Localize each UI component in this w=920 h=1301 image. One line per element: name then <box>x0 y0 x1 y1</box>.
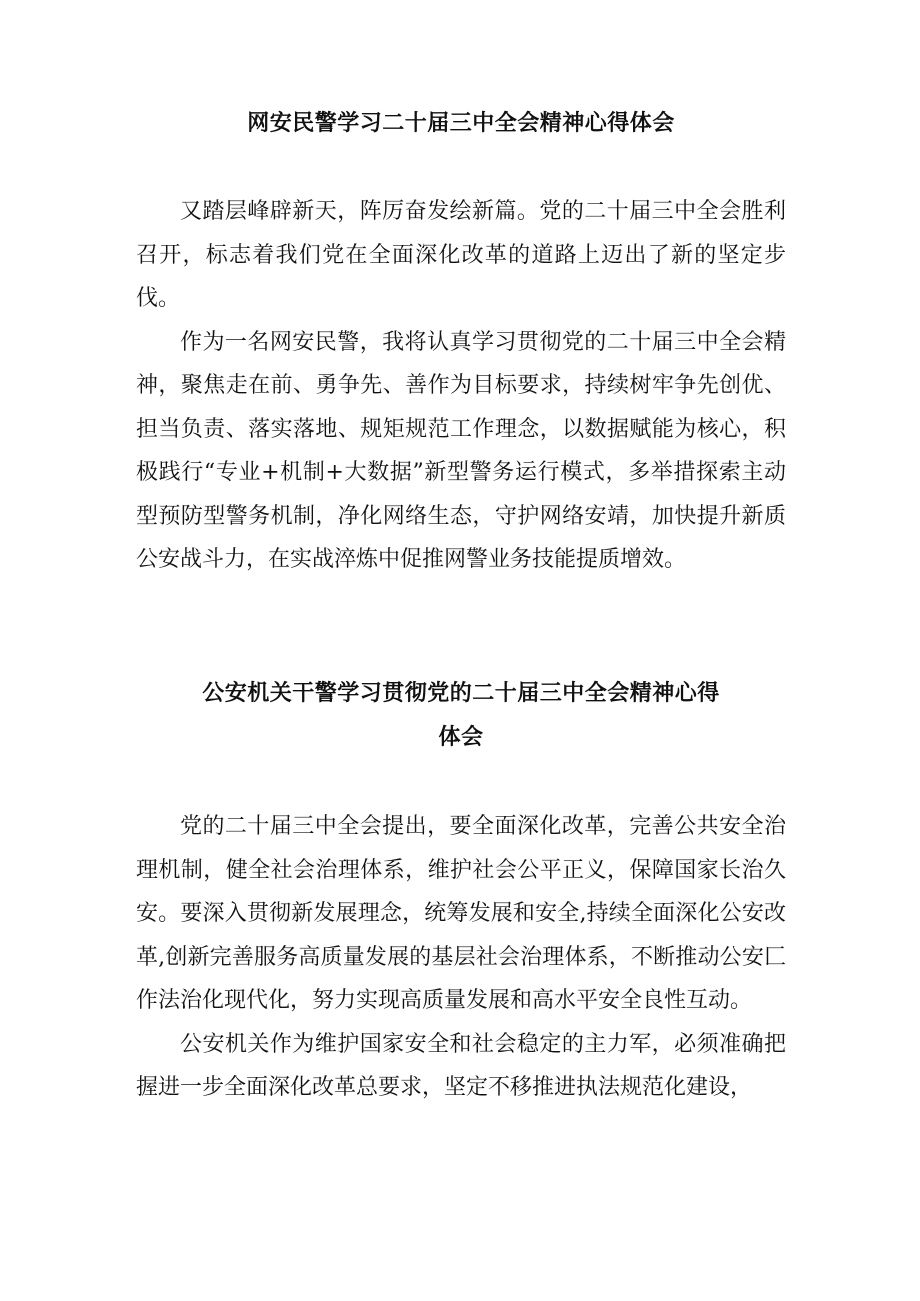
section2-title-line1: 公安机关干警学习贯彻党的二十届三中全会精神心得 <box>202 681 720 706</box>
section1-paragraph-1: 又踏层峰辟新天，阵厉奋发绘新篇。党的二十届三中全会胜利召开，标志着我们党在全面深化改革的道路上迈出了新的坚定步伐。 <box>136 199 786 311</box>
section1-title: 网安民警学习二十届三中全会精神心得体会 <box>247 111 675 136</box>
section1-body <box>136 190 786 582</box>
section1-paragraph-2: 作为一名网安民警，我将认真学习贯彻党的二十届三中全会精神，聚焦走在前、勇争先、善作为目标要求，持续树牢争先创优、担当负责、落实落地、规矩规范工作理念，以数据赋能为核心，积极践行“专业+机制+大数据”新型警务运行模式，多举措探索主动型预防型警务机制，净化网络生态，守护网络安靖，加快提升新质公安战斗力，在实战淬炼中促推网警业务技能提质增效。 <box>136 329 786 572</box>
section2-title-line2: 体会 <box>438 725 484 750</box>
section2-paragraph-2: 公安机关作为维护国家安全和社会稳定的主力军，必须准确把握进一步全面深化改革总要求，坚定不移推进执法规范化建设， <box>136 1031 786 1100</box>
section2-body <box>136 805 786 1110</box>
section2-title <box>136 672 786 760</box>
section2-paragraph-1: 党的二十届三中全会提出，要全面深化改革，完善公共安全治理机制，健全社会治理体系，维护社会公平正义，保障国家长治久安。要深入贯彻新发展理念，统筹发展和安全,持续全面深化公安改革,创新完善服务高质量发展的基层社会治理体系，不断推动公安匚作法治化现代化，努力实现高质量发展和高水平安全良性互动。 <box>136 814 786 1013</box>
